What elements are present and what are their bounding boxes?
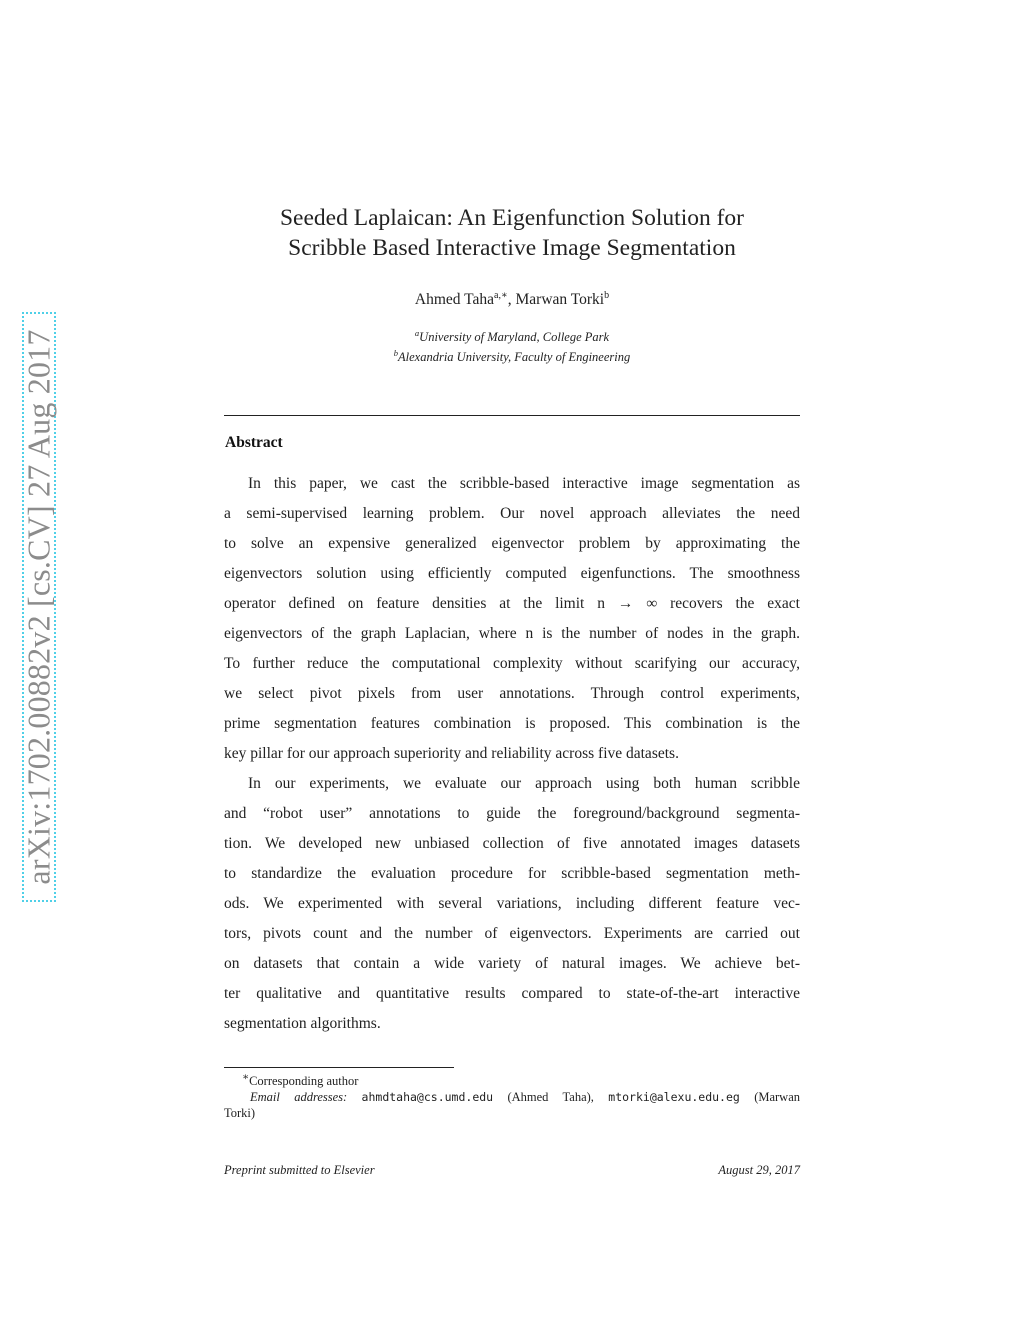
author-separator: , [507,291,516,309]
abstract-line: tion. We developed new unbiased collection of five annotated images datasets [224,835,800,852]
author-taha-affil-mark: a,∗ [494,290,508,301]
abstract-line: and “robot user” annotations to guide the foreground/background segmenta- [224,805,800,822]
footer-date: August 29, 2017 [718,1163,800,1177]
abstract-line: ter qualitative and quantitative results compared to state-of-the-art interactive [224,985,800,1002]
email-torki-name: (Marwan [754,1090,801,1105]
affiliation-b-text: Alexandria University, Faculty of Engineering [398,350,631,365]
corresponding-author-note [224,1070,800,1089]
abstract-line: we select pivot pixels from user annotations. Through control experiments, [224,685,800,702]
affiliation-a-mark: a [414,328,420,338]
abstract-line: prime segmentation features combination is proposed. This combination is the [224,715,800,732]
email-addresses-continued: Torki) [224,1106,256,1121]
abstract-line: In our experiments, we evaluate our approach using both human scribble [248,775,800,792]
title-line-2: Scribble Based Interactive Image Segmentation [288,235,736,261]
email-label: Email addresses: [250,1090,348,1105]
abstract-line: a semi-supervised learning problem. Our novel approach alleviates the need [224,505,800,522]
corresponding-mark: ∗ [242,1072,250,1083]
abstract-line: to standardize the evaluation procedure for scribble-based segmentation meth- [224,865,800,882]
abstract-line: to solve an expensive generalized eigenvector problem by approximating the [224,535,800,552]
abstract-heading: Abstract [225,434,283,451]
abstract-line: eigenvectors solution using efficiently computed eigenfunctions. The smoothness [224,565,800,582]
abstract-line: operator defined on feature densities at the limit n → ∞ recovers the exact [224,595,800,612]
email-addresses [224,1089,800,1105]
author-list [0,290,1024,309]
arxiv-identifier: arXiv:1702.00882v2 [cs.CV] 27 Aug 2017 [20,329,57,885]
abstract-line: tors, pivots count and the number of eigenvectors. Experiments are carried out [224,925,800,942]
abstract-paragraph-1 [224,469,800,769]
abstract-paragraph-2 [224,769,800,1039]
preprint-note: Preprint submitted to Elsevier [224,1163,375,1177]
abstract-line: key pillar for our approach superiority and reliability across five datasets. [224,745,679,762]
author-taha: Ahmed Taha [414,291,494,309]
abstract-line: on datasets that contain a wide variety of natural images. We achieve bet- [224,955,800,972]
footnote [224,1070,800,1121]
author-torki-affil-mark: b [604,290,610,301]
affiliation-b-mark: b [393,348,398,359]
affiliations [0,325,1024,365]
email-taha-name: (Ahmed Taha), [507,1090,594,1105]
affiliation-b [0,345,1024,365]
affiliation-a-text: University of Maryland, College Park [419,330,610,345]
abstract-line: In this paper, we cast the scribble-based interactive image segmentation as [248,475,800,492]
affiliation-a [0,325,1024,345]
paper-title [0,203,1024,263]
abstract-line: eigenvectors of the graph Laplacian, where n is the number of nodes in the graph. [224,625,800,642]
email-taha[interactable]: ahmdtaha@cs.umd.edu [361,1090,494,1105]
title-line-1: Seeded Laplaican: An Eigenfunction Solution for [279,205,744,231]
abstract-top-rule [224,415,800,416]
corresponding-text: Corresponding author [249,1074,359,1089]
footnote-rule [224,1067,454,1068]
abstract-line: segmentation algorithms. [224,1015,381,1032]
email-torki[interactable]: mtorki@alexu.edu.eg [608,1090,740,1105]
abstract-line: To further reduce the computational complexity without scarifying our accuracy, [224,655,800,672]
author-torki: Marwan Torki [515,291,605,309]
abstract-line: ods. We experimented with several variations, including different feature vec- [224,895,800,912]
